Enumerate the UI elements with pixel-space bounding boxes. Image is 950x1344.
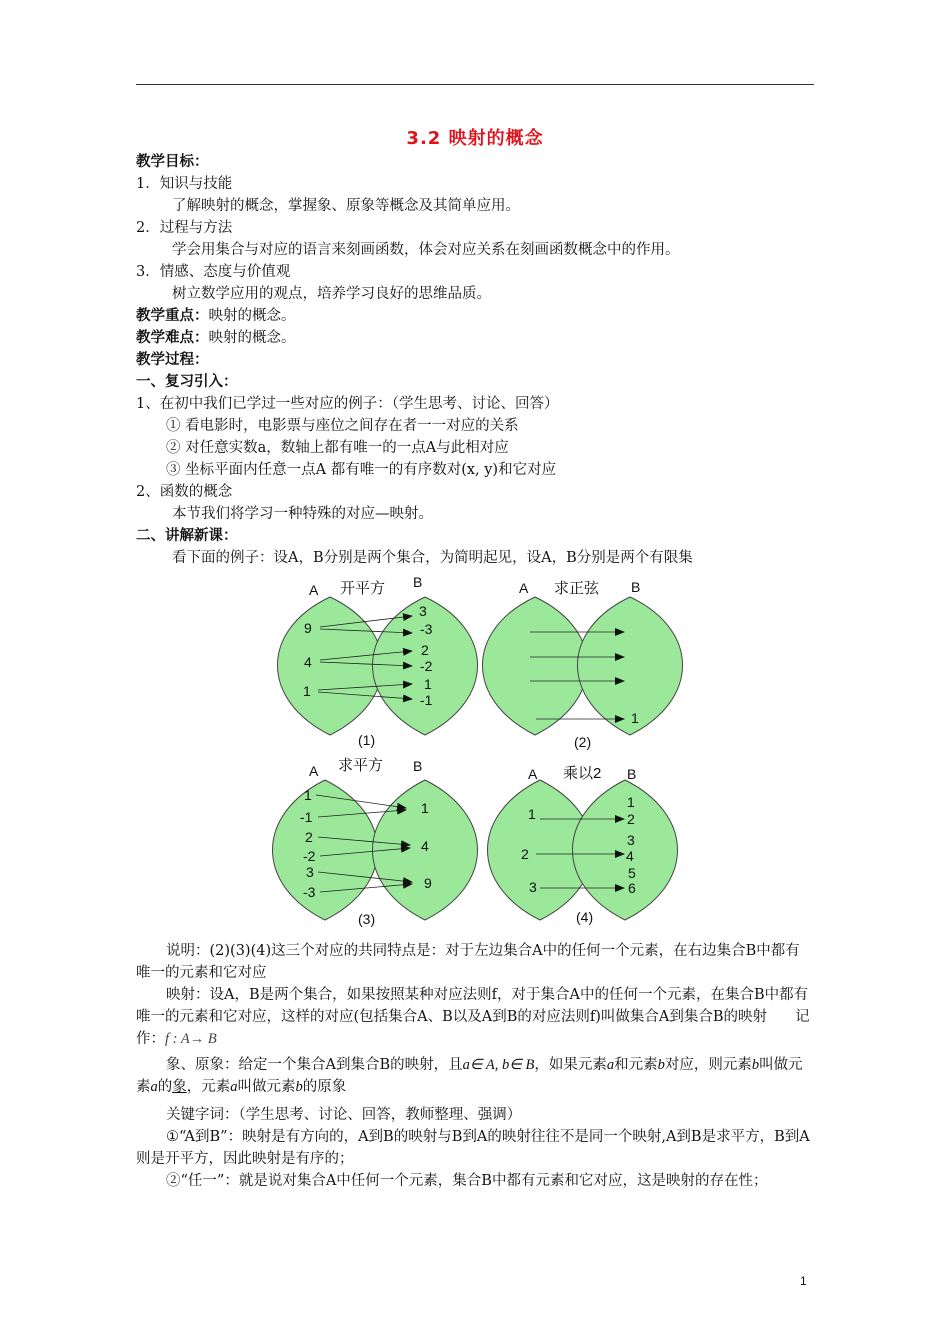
page-number: 1 [800,1274,807,1288]
diagram-4-b-value: 4 [626,848,634,864]
image-def-var: b [751,1057,760,1073]
review-example-2: ② 对任意实数a，数轴上都有唯一的一点A与此相对应 [166,440,509,456]
diagram-4-b-value: 3 [627,832,635,848]
diagram-4-rule: 乘以2 [563,765,602,782]
goal-2-text: 学会用集合与对应的语言来刻画函数，体会对应关系在刻画函数概念中的作用。 [172,242,680,258]
diagram-3-a-value: -1 [300,809,313,825]
diagram-1-a-value: 9 [304,620,312,636]
diagram-1-b-value: 3 [419,603,427,619]
diagram-4-b-value: 2 [627,811,635,827]
image-def-var: a [230,1079,238,1095]
mapping-definition [136,984,814,1050]
diagram-3-a-value: -2 [303,848,316,864]
image-def-part: 的 [157,1079,173,1095]
diagram-3-b-label: B [413,758,423,774]
goal-3: 3．情感、态度与价值观 [136,264,291,280]
diagram-1-set-a [278,597,383,735]
image-def-part: 象、原象：给定一个集合A到集合B的映射，且 [166,1057,463,1073]
diagram-1-b-value: -3 [420,621,433,637]
goal-3-text: 树立数学应用的观点，培养学习良好的思维品质。 [172,286,491,302]
keywords-text: 关键字词：（学生思考、讨论、回答，教师整理、强调） [166,1107,522,1123]
difficulty-label: 教学难点： [136,330,209,346]
diagram-4-a-value: 2 [521,846,529,862]
diagram-1-a-value: 1 [303,683,311,699]
diagram-2-b-label: B [631,579,641,595]
diagram-2-b-value: 1 [631,710,639,726]
image-def-part: ，如果元素 [534,1057,607,1073]
diagram-3-caption: (3) [358,911,376,927]
diagram-4-caption: (4) [576,909,594,925]
diagram-1-b-value: -2 [420,658,433,674]
diagram-3-a-value: -3 [303,884,316,900]
lesson-heading: 二、讲解新课： [136,528,238,544]
review-example-1: ① 看电影时，电影票与座位之间存在者一一对应的关系 [166,418,519,434]
diagram-2-caption: (2) [574,734,592,750]
diagram-1-a-value: 4 [304,654,312,670]
diagram-1-b-value: 1 [424,676,432,692]
image-def-part: 叫做元素 [136,1057,803,1095]
diagram-3-b-value: 4 [421,838,429,854]
image-def-var: a [150,1079,158,1095]
diagram-1-a-label: A [309,582,319,598]
image-def-formula: a∈ A, b∈ B [462,1057,535,1073]
diagram-2 [483,579,683,750]
diagram-4-a-value: 1 [528,806,536,822]
keyword-2-text: ②“任一”：就是说对集合A中任何一个元素，集合B中都有元素和它对应，这是映射的存在性； [166,1173,768,1189]
image-preimage-def [136,1054,814,1098]
goals-heading: 教学目标： [136,154,209,170]
focus-label: 教学重点： [136,308,209,324]
review-example-3: ③ 坐标平面内任意一点A 都有唯一的有序数对(x, y)和它对应 [166,462,557,478]
lesson-intro: 看下面的例子：设A，B分别是两个集合，为简明起见，设A，B分别是两个有限集 [172,550,693,566]
keyword-1-text: ①“A到B”：映射是有方向的，A到B的映射与B到A的映射往往不是同一个映射,A到B是求平方，B到A则是开平方，因此映射是有序的； [136,1129,810,1167]
diagram-4-a-label: A [528,766,538,782]
image-def-part: 叫做元素 [237,1079,296,1095]
explain-note-text: 说明：(2)(3)(4)这三个对应的共同特点是：对于左边集合A中的任何一个元素，在右边集合B中都有唯一的元素和它对应 [136,943,800,981]
diagram-3 [273,757,478,927]
diagram-2-rule: 求正弦 [554,580,600,597]
mapping-definition-text: 映射：设A，B是两个集合，如果按照某种对应法则f，对于集合A中的任何一个元素，在集合B中都有唯一的元素和它对应，这样的对应(包括集合A、B以及A到B的对应法则f)叫做集合A到集合B的映射 [136,987,809,1025]
diagram-3-a-label: A [309,763,319,779]
diagram-1-b-value: -1 [420,692,433,708]
image-def-part: 的原象 [302,1079,347,1095]
keyword-2 [136,1170,814,1192]
keyword-1 [136,1126,814,1170]
diagram-1-b-label: B [413,574,423,590]
diagram-2-set-b [578,597,683,735]
diagram-4-set-b [573,780,678,920]
review-item-1: 1、在初中我们已学过一些对应的例子：（学生思考、讨论、回答） [136,396,559,412]
diagram-4-b-label: B [627,766,637,782]
keywords [136,1104,814,1126]
diagram-4-a-value: 3 [529,879,537,895]
review-heading: 一、复习引入： [136,374,238,390]
diagram-2-a-label: A [519,580,529,596]
image-def-part: ，元素 [186,1079,231,1095]
diagram-4-b-value: 5 [628,865,636,881]
diagram-4 [488,765,678,925]
diagram-1-rule: 开平方 [340,580,386,597]
diagram-4-b-value: 1 [627,794,635,810]
review-item-2: 2、函数的概念 [136,484,233,500]
diagram-3-a-value: 2 [305,829,313,845]
page-title: 3.2 映射的概念 [406,128,544,149]
image-def-var: b [657,1057,665,1073]
image-def-var: b [295,1079,303,1095]
diagram-3-b-value: 9 [424,875,432,891]
image-def-word: 象 [172,1079,187,1095]
goal-2: 2．过程与方法 [136,220,233,236]
difficulty-text: 映射的概念。 [208,330,296,346]
diagram-4-b-value: 6 [628,880,636,896]
diagram-3-b-value: 1 [421,800,429,816]
process-heading: 教学过程： [136,352,209,368]
notation-label: 记作： [136,1009,810,1047]
diagram-3-a-value: 1 [304,787,312,803]
diagram-1-caption: (1) [358,732,376,748]
image-def-part: 对应，则元素 [664,1057,752,1073]
diagram-3-a-value: 3 [306,864,314,880]
goal-1-text: 了解映射的概念，掌握象、原象等概念及其简单应用。 [172,198,520,214]
image-def-part: 和元素 [614,1057,658,1073]
focus-text: 映射的概念。 [208,308,296,324]
diagram-1 [278,574,478,748]
diagram-1-b-value: 2 [421,642,429,658]
diagram-3-set-a [273,780,378,920]
diagram-3-rule: 求平方 [338,757,384,774]
diagram-2-set-a [483,597,588,735]
notation-formula: f : A→ B [165,1031,217,1047]
goal-1: 1．知识与技能 [136,176,233,192]
image-def-var: a [606,1057,615,1073]
explain-note [136,940,814,984]
review-item-2-text: 本节我们将学习一种特殊的对应—映射。 [172,506,433,522]
